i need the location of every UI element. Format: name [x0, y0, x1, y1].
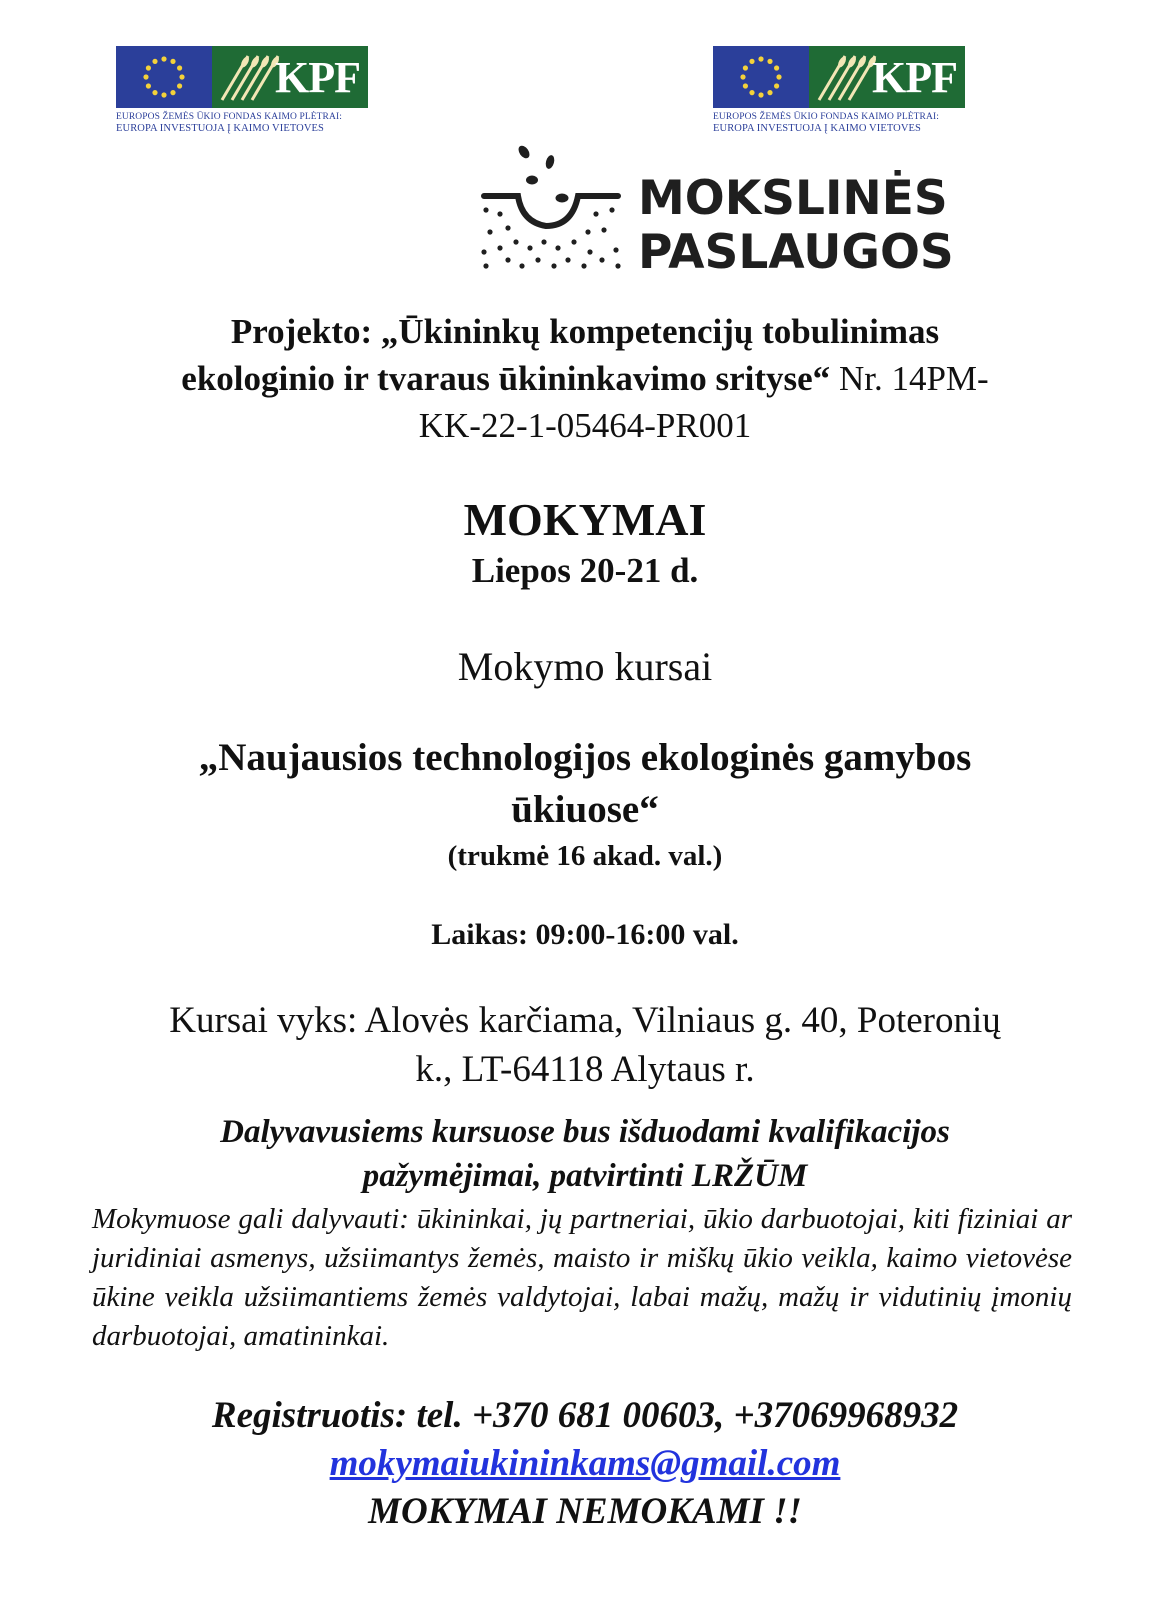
free-notice: MOKYMAI NEMOKAMI !! — [368, 1491, 802, 1532]
eu-caption-line1: EUROPOS ŽEMĖS ŪKIO FONDAS KAIMO PLĖTRAI: — [116, 112, 342, 122]
event-date: Liepos 20-21 d. — [471, 551, 699, 590]
certificate-line1: Dalyvavusiems kursuose bus išduodami kvalifikacijos — [220, 1114, 950, 1150]
eu-kpf-logo-right — [713, 46, 965, 142]
certificate-line2: pažymėjimai, patvirtinti LRŽŪM — [362, 1158, 808, 1194]
registration-email — [60, 1442, 1110, 1486]
course-time: Laikas: 09:00-16:00 val. — [431, 918, 739, 951]
brand-line1: MOKSLINĖS — [638, 171, 948, 226]
mokslines-paslaugos-logo — [478, 142, 998, 280]
seedling-logo-icon — [478, 142, 628, 272]
course-type: Mokymo kursai — [457, 644, 713, 689]
eu-caption-line2: EUROPA INVESTUOJA Į KAIMO VIETOVES — [713, 123, 921, 134]
page-title: MOKYMAI — [463, 494, 707, 545]
eu-caption-line1: EUROPOS ŽEMĖS ŪKIO FONDAS KAIMO PLĖTRAI: — [713, 112, 939, 122]
eu-flag-icon — [713, 46, 809, 108]
course-duration: (trukmė 16 akad. val.) — [447, 840, 723, 872]
kpf-text: KPF — [872, 53, 957, 102]
eu-caption-line2: EUROPA INVESTUOJA Į KAIMO VIETOVES — [116, 123, 324, 134]
venue — [60, 996, 1110, 1094]
participants-text: Mokymuose gali dalyvauti: ūkininkai, jų partneriai, ūkio darbuotojai, kiti fiziniai ar juridiniai asmenys, užsiimantys žemės, maisto ir miškų ūkio veikla, kaimo vietovėse ūkine veikla užsiimantiems žemės valdytojai, labai mažų, mažų ir vidutinių įmonių darbuotojai, amatininkai. — [92, 1203, 1072, 1352]
kpf-text: KPF — [275, 53, 360, 102]
eu-kpf-logo-left — [116, 46, 368, 142]
project-number-line2: KK-22-1-05464-PR001 — [418, 406, 752, 445]
project-title-line2: ekologinio ir tvaraus ūkininkavimo srityse“ — [181, 359, 831, 398]
brand-line2: PASLAUGOS — [638, 225, 954, 280]
project-title-line1: Projekto: „Ūkininkų kompetencijų tobulinimas — [230, 312, 940, 351]
venue-line1: Kursai vyks: Alovės karčiama, Vilniaus g. 40, Poteronių — [169, 1000, 1001, 1041]
course-title-line1: „Naujausios technologijos ekologinės gamybos — [198, 736, 972, 779]
eu-flag-icon — [116, 46, 212, 108]
email-link[interactable]: mokymaiukininkams@gmail.com — [329, 1443, 841, 1484]
project-number-part: Nr. 14PM- — [830, 359, 989, 398]
course-title — [60, 732, 1110, 836]
registration-phones: Registruotis: tel. +370 681 00603, +37069968932 — [211, 1395, 959, 1436]
course-title-line2: ūkiuose“ — [511, 788, 659, 831]
certificate-note — [60, 1110, 1110, 1198]
venue-line2: k., LT-64118 Alytaus r. — [415, 1049, 755, 1090]
project-heading — [60, 308, 1110, 449]
